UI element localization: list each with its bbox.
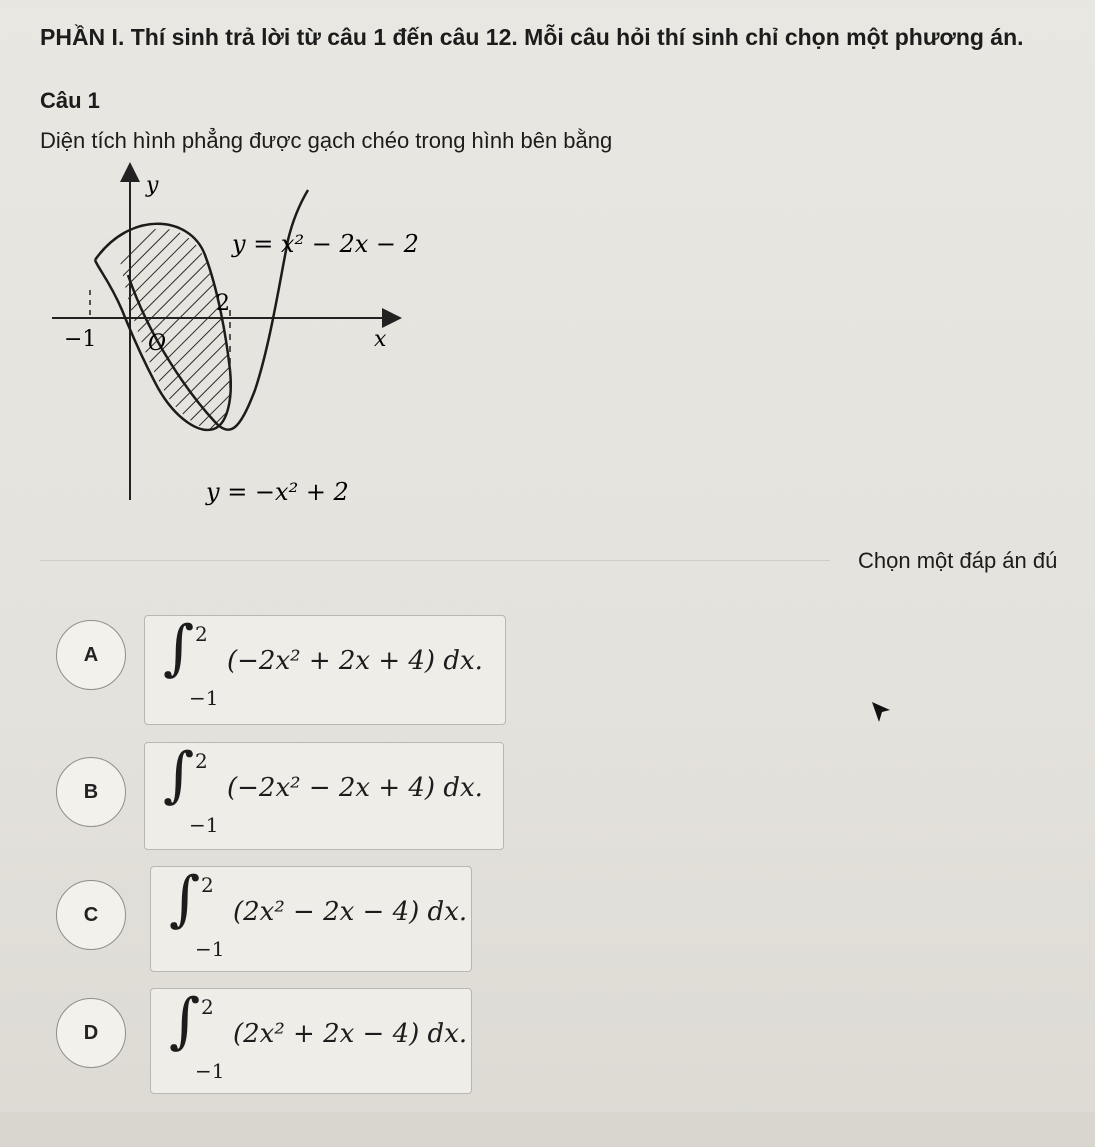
bottom-strip [0, 1112, 1095, 1147]
question-text: Diện tích hình phẳng được gạch chéo trong hình bên bằng [40, 128, 613, 153]
upper-bound: 2 [195, 622, 208, 646]
curve1-label: y = x² − 2x − 2 [232, 230, 419, 258]
option-d-box[interactable] [150, 988, 472, 1094]
origin-label: O [148, 331, 167, 356]
hatched-region [120, 229, 231, 429]
option-b-radio[interactable] [56, 757, 126, 827]
y-axis-label: y [146, 173, 159, 198]
option-b-box[interactable] [144, 742, 504, 850]
option-c-letter: C [83, 903, 99, 926]
section-header: PHẦN I. Thí sinh trả lời từ câu 1 đến câu 12. Mỗi câu hỏi thí sinh chỉ chọn một phương án. [40, 24, 1024, 50]
upper-bound: 2 [195, 749, 208, 773]
choose-prompt: Chọn một đáp án đú [858, 548, 1058, 573]
integrand: (2x² + 2x − 4) dx. [233, 1019, 468, 1049]
x-neg-label: −1 [64, 327, 97, 352]
upper-bound: 2 [201, 873, 214, 897]
option-c-box[interactable] [150, 866, 472, 972]
option-c-radio[interactable] [56, 880, 126, 950]
x-pos-label: 2 [216, 291, 230, 316]
function-graph [40, 160, 460, 520]
divider [40, 560, 830, 561]
option-a-radio[interactable] [56, 620, 126, 690]
option-d-letter: D [83, 1021, 99, 1044]
question-number: Câu 1 [40, 88, 100, 113]
option-a-letter: A [83, 643, 99, 666]
integral-sign: ∫ [169, 864, 201, 934]
curve2-label: y = −x² + 2 [206, 478, 349, 506]
lower-bound: −1 [195, 1059, 225, 1083]
x-axis-label: x [374, 327, 387, 352]
integral-sign: ∫ [169, 986, 201, 1056]
option-a-box[interactable] [144, 615, 506, 725]
integrand: (2x² − 2x − 4) dx. [233, 897, 468, 927]
lower-bound: −1 [195, 937, 225, 961]
option-d-radio[interactable] [56, 998, 126, 1068]
integral-sign: ∫ [163, 613, 195, 683]
integrand: (−2x² − 2x + 4) dx. [227, 773, 483, 803]
mouse-cursor-icon [870, 700, 892, 726]
lower-bound: −1 [189, 686, 219, 710]
upper-bound: 2 [201, 995, 214, 1019]
integrand: (−2x² + 2x + 4) dx. [227, 646, 483, 676]
option-b-letter: B [83, 780, 99, 803]
lower-bound: −1 [189, 813, 219, 837]
integral-sign: ∫ [163, 740, 195, 810]
